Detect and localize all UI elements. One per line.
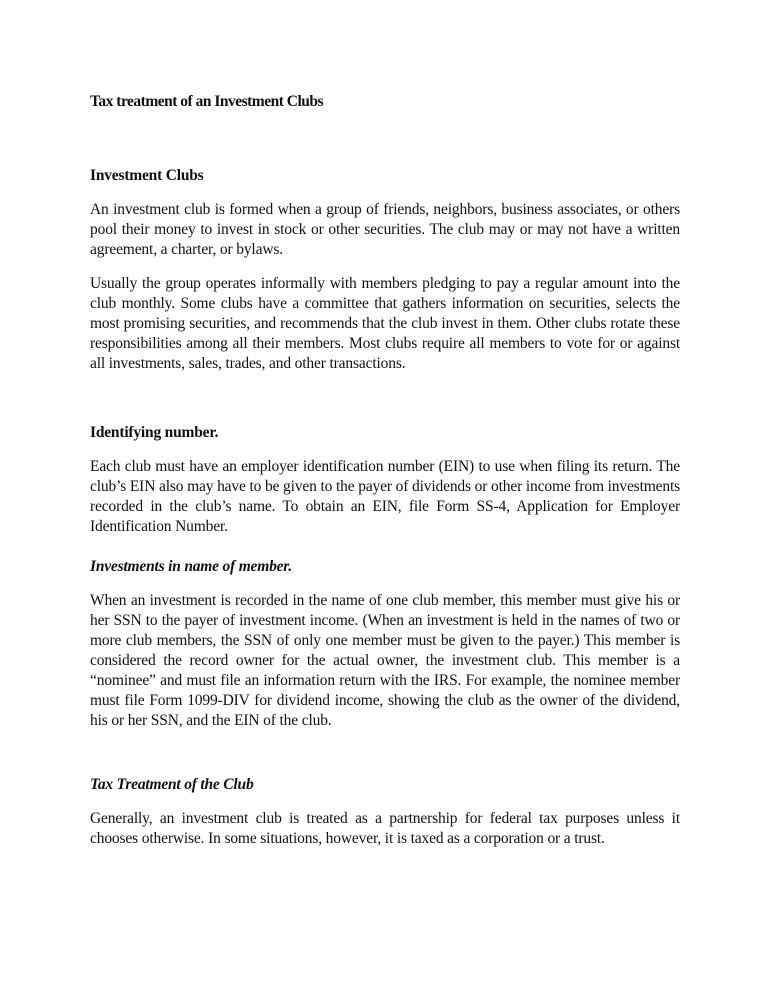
paragraph: When an investment is recorded in the name of one club member, this member must give his or her SSN to the payer of investment income. (When an investment is held in the names of two or more club members, the SSN of only one member must be given to the payer.) This member is considered the record owner for the actual owner, the investment club. This member is a “nominee” and must file an information return with the IRS. For example, the nominee member must file Form 1099-DIV for dividend income, showing the club as the owner of the dividend, his or her SSN, and the EIN of the club. xyxy=(90,592,680,729)
document-title: Tax treatment of an Investment Clubs xyxy=(90,93,324,110)
paragraph: Generally, an investment club is treated as a partnership for federal tax purposes unless it chooses otherwise. In some situations, however, it is taxed as a corporation or a trust. xyxy=(90,810,680,847)
section-identifying-number xyxy=(90,423,680,551)
paragraph: Usually the group operates informally with members pledging to pay a regular amount into the club monthly. Some clubs have a committee that gathers information on securities, selects the most promising securities, and recommends that the club invest in them. Other clubs rotate these responsibilities among all their members. Most clubs require all members to vote for or against all investments, sales, trades, and other transactions. xyxy=(90,275,680,372)
paragraph: Each club must have an employer identification number (EIN) to use when filing its return. The club’s EIN also may have to be given to the payer of dividends or other income from investments recorded in the club’s name. To obtain an EIN, file Form SS-4, Application for Employer Identification Number. xyxy=(90,458,680,535)
section-heading: Tax Treatment of the Club xyxy=(90,776,254,793)
paragraph: An investment club is formed when a group of friends, neighbors, business associates, or others pool their money to invest in stock or other securities. The club may or may not have a written agreement, a charter, or bylaws. xyxy=(90,201,680,258)
section-heading: Identifying number. xyxy=(90,424,219,441)
section-heading: Investment Clubs xyxy=(90,167,204,184)
section-heading: Investments in name of member. xyxy=(90,558,292,575)
section-tax-treatment-of-the-club xyxy=(90,775,680,863)
section-investments-in-name-of-member xyxy=(90,557,680,745)
section-investment-clubs xyxy=(90,166,680,388)
